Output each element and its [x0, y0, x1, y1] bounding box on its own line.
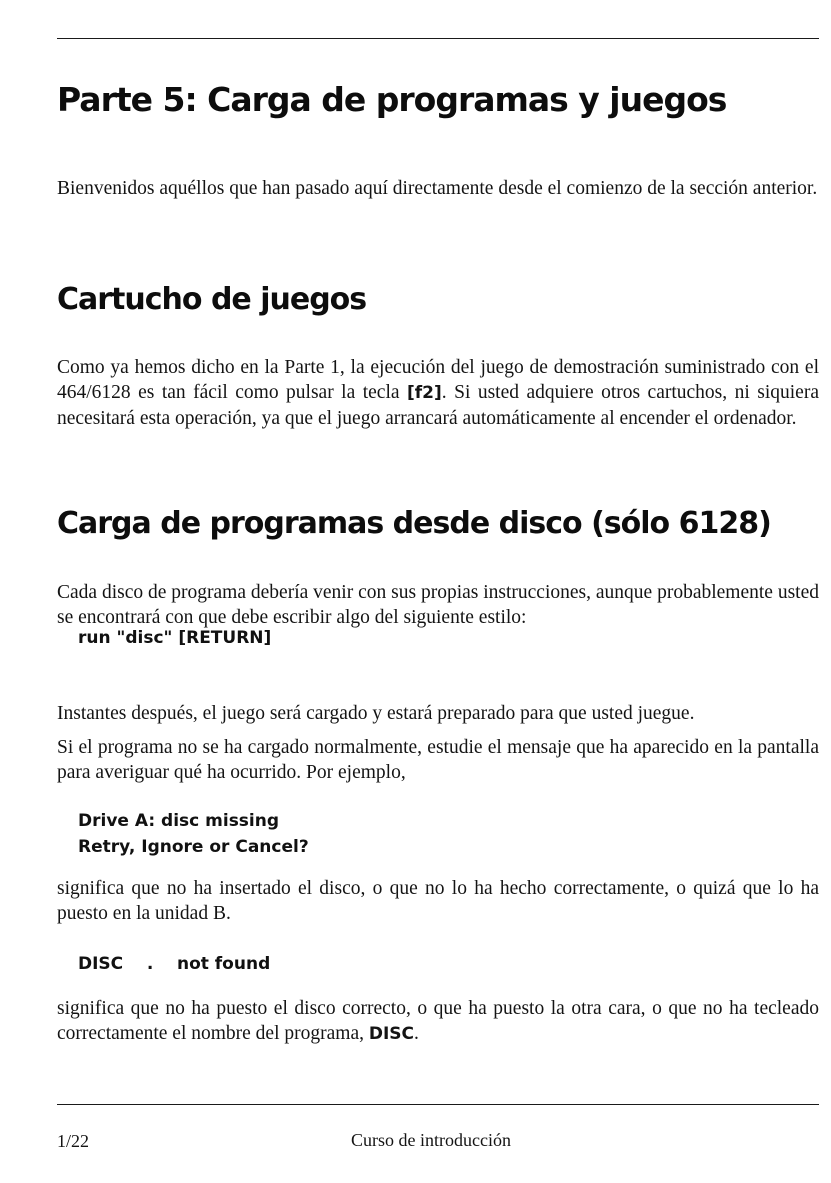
disco-intro-paragraph: Cada disco de programa debería venir con sus propias instrucciones, aunque probablemente usted se encontrará con que debe escribir algo del siguiente estilo: [57, 582, 819, 628]
section-heading-disco: Carga de programas desde disco (sólo 6128) [57, 506, 771, 541]
page-number: 1/22 [57, 1131, 90, 1151]
top-rule [57, 38, 819, 39]
section-heading-cartucho: Cartucho de juegos [57, 282, 367, 317]
f2-key-label: [f2] [407, 383, 442, 403]
error-message-line-1: Drive A: disc missing [78, 811, 280, 831]
si-programa-paragraph: Si el programa no se ha cargado normalmente, estudie el mensaje que ha aparecido en la pantalla para averiguar qué ha ocurrido. Por ejemplo, [57, 737, 819, 783]
cartucho-text-start: Como ya hemos dicho en la Parte 1, la ejecución del juego de demostración suministrado con el 464/6128 es tan fácil como pulsar la tecla [57, 357, 819, 403]
significa-paragraph-1: significa que no ha insertado el disco, o que no lo ha hecho correctamente, o quizá que lo ha puesto en la unidad B. [57, 878, 819, 924]
bottom-rule [57, 1104, 819, 1105]
program-name: DISC [368, 1024, 415, 1044]
run-command-code: run "disc" [RETURN] [78, 628, 272, 648]
significa-paragraph-2 [57, 996, 819, 1047]
error-message-line-2: Retry, Ignore or Cancel? [78, 837, 309, 857]
intro-paragraph: Bienvenidos aquéllos que han pasado aquí directamente desde el comienzo de la sección anterior. [57, 178, 818, 199]
significa-2-text: significa que no ha puesto el disco correcto, o que ha puesto la otra cara, o que no ha tecleado correctamente el nombre del programa, [57, 998, 819, 1044]
cartucho-paragraph [57, 355, 819, 431]
cartucho-text-end: . Si usted adquiere otros cartuchos, ni siquiera necesitará esta operación, ya que el juego arrancará automáticamente al encender el ordenador. [57, 382, 819, 429]
footer-section-title: Curso de introducción [351, 1130, 511, 1150]
not-found-message: DISC . not found [78, 954, 271, 974]
instantes-paragraph: Instantes después, el juego será cargado y estará preparado para que usted juegue. [57, 703, 695, 724]
chapter-title: Parte 5: Carga de programas y juegos [57, 80, 727, 119]
significa-2-end: . [414, 1023, 419, 1044]
